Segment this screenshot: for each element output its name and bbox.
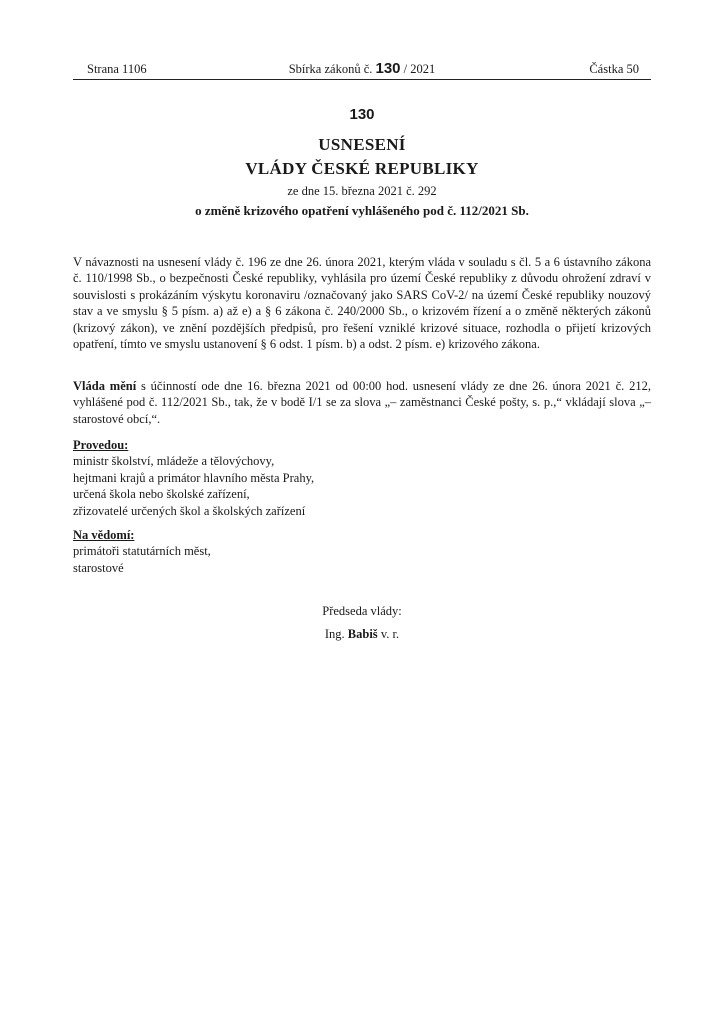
document-number: 130 [349, 106, 375, 123]
header-rule [73, 79, 651, 80]
collection-prefix: Sbírka zákonů č. [288, 62, 373, 76]
page-number: Strana 1106 [87, 62, 147, 76]
list-item: ministr školství, mládeže a tělovýchovy, [73, 454, 275, 469]
document-subject: o změně krizového opatření vyhlášeného pod č. 112/2021 Sb. [195, 203, 529, 218]
collection-reference [73, 60, 651, 77]
collection-number: 130 [375, 60, 401, 77]
document-title-line1: USNESENÍ [318, 135, 406, 154]
signature-name [0, 627, 724, 642]
signature-prefix: Ing. [324, 627, 345, 641]
list-item: zřizovatelé určených škol a školských zařízení [73, 503, 306, 518]
paragraph-2-lead: Vláda mění [73, 379, 137, 393]
body-paragraph-2 [73, 378, 651, 427]
page-header [73, 57, 651, 79]
provedou-title: Provedou: [73, 438, 129, 452]
paragraph-2-text: s účinností ode dne 16. března 2021 od 00:00 hod. usnesení vlády ze dne 26. února 2021 č. 212, vyhlášené pod č. 112/2021 Sb., tak, že v bodě I/1 se za slova „– zaměstnanci České pošty, s. p.,“ vkládají slova „– starostové obcí,“. [73, 379, 652, 426]
list-item: určená škola nebo školské zařízení, [73, 487, 250, 502]
na-vedomi-title: Na vědomí: [73, 528, 135, 542]
list-item: primátoři statutárních měst, [73, 544, 211, 559]
body-paragraph-1: V návaznosti na usnesení vlády č. 196 ze dne 26. února 2021, kterým vláda v souladu s čl. 5 a 6 ústavního zákona č. 110/1998 Sb., o bezpečnosti České republiky, vyhlásila pro území České republiky z důvodu ohrožení zdraví v souvislosti s prokázáním výskytu koronaviru /označovaný jako SARS CoV-2/ na území České republiky nouzový stav a ve smyslu § 5 písm. a) až e) a § 6 zákona č. 240/2000 Sb., o krizovém řízení a o změně některých zákonů (krizový zákon), ve znění pozdějších předpisů, pro řešení vzniklé krizové situace, rozhodla o přijetí krizových opatření, tímto ve smyslu ustanovení § 6 odst. 1 písm. b) a odst. 2 písm. e) krizového zákona. [73, 255, 651, 352]
na-vedomi-section [73, 527, 651, 576]
signature-suffix: v. r. [380, 627, 400, 641]
list-item: hejtmani krajů a primátor hlavního města Prahy, [73, 470, 315, 485]
list-item: starostové [73, 560, 124, 575]
signature-role: Předseda vlády: [322, 604, 402, 618]
issue-number: Částka 50 [589, 62, 639, 76]
document-title-line2: VLÁDY ČESKÉ REPUBLIKY [245, 159, 479, 178]
collection-year: / 2021 [403, 62, 436, 76]
provedou-section [73, 437, 651, 519]
signature-surname: Babiš [347, 627, 378, 641]
document-date: ze dne 15. března 2021 č. 292 [287, 184, 437, 198]
